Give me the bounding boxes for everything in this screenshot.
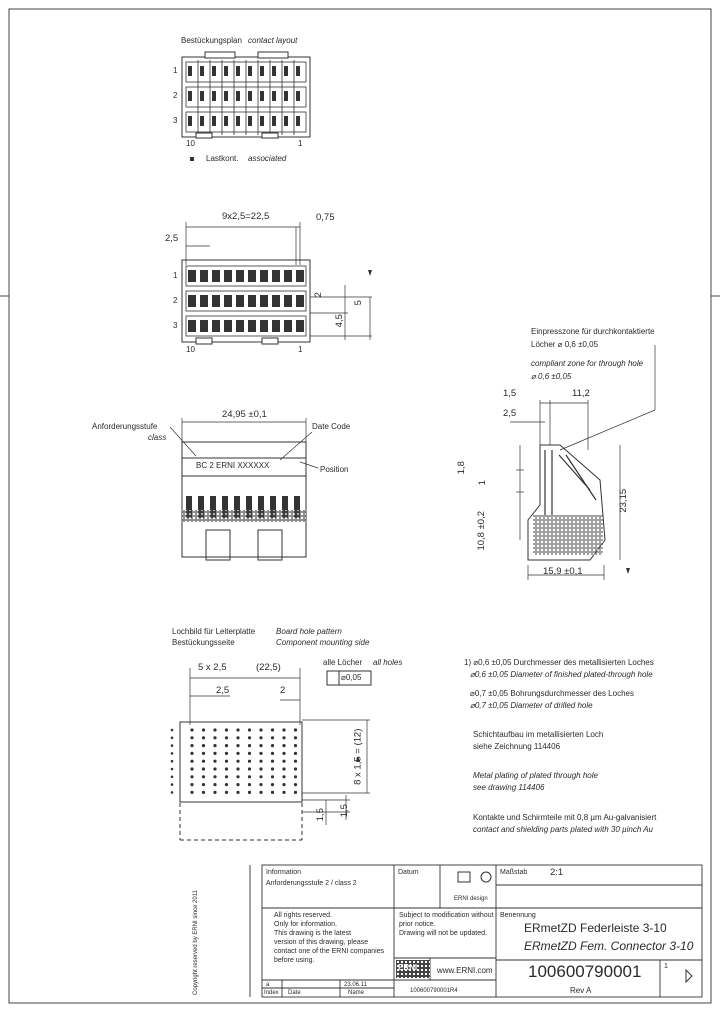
pcb-hole-load [171, 744, 174, 747]
masstab-label: Maßstab [500, 869, 528, 876]
pcb-hole [202, 736, 205, 739]
note4-en: contact and shielding parts plated with 30 µinch Au [473, 825, 653, 834]
pcb-hole [248, 791, 251, 794]
datum-label: Datum [398, 869, 419, 876]
layout-title-de: Bestückungsplan [181, 36, 242, 45]
dim-5x: 5 x 2,5 [198, 662, 227, 673]
side-dim-112: 11,2 [572, 388, 590, 399]
pcb-hole [282, 767, 285, 770]
pattern-title-de: Lochbild für Leiterplatte [172, 627, 256, 636]
pcb-hole [236, 783, 239, 786]
pcb-hole [202, 744, 205, 747]
note4-de: Kontakte und Schirmteile mit 0,8 µm Au-galvanisiert [473, 813, 657, 822]
pcb-hole [236, 760, 239, 763]
note2-de: ⌀0,7 ±0,05 Bohrungsdurchmesser des Loches [470, 689, 634, 698]
name-en: ERmetZD Fem. Connector 3-10 [524, 939, 694, 953]
class-de: Anforderungsstufe [92, 422, 158, 431]
pcb-hole [225, 752, 228, 755]
front-row-2: 2 [173, 296, 178, 305]
pcb-hole [282, 783, 285, 786]
pcb-hole [190, 736, 193, 739]
pattern-title-en2: Component mounting side [276, 638, 370, 647]
pcb-hole [236, 791, 239, 794]
note3-en: Metal plating of plated through hole [473, 771, 598, 780]
pcb-hole [190, 783, 193, 786]
subject-1: Subject to modification without [399, 912, 494, 919]
pcb-hole [213, 775, 216, 778]
front-col-right: 1 [298, 345, 303, 354]
class-en: class [148, 433, 167, 442]
pcb-hole [236, 736, 239, 739]
pcb-hole [271, 775, 274, 778]
pcb-hole [225, 744, 228, 747]
row-label-3: 3 [173, 116, 178, 125]
pcb-hole-load [171, 776, 174, 779]
pcb-hole [248, 728, 251, 731]
pcb-hole [271, 752, 274, 755]
pcb-hole [202, 767, 205, 770]
index-value: a [266, 982, 270, 988]
pcb-hole [294, 783, 297, 786]
pcb-hole [225, 783, 228, 786]
note1-de: 1) ⌀0,6 ±0,05 Durchmesser des metallisierten Loches [464, 658, 654, 667]
front-row-3: 3 [173, 321, 178, 330]
index-label: Index [264, 990, 279, 996]
position: Position [320, 465, 349, 474]
note1-en: ⌀0,6 ±0,05 Diameter of finished plated-through hole [470, 670, 653, 679]
side-dim-2315: 23,15 [618, 488, 630, 513]
note-de2: Löcher ⌀ 0,6 ±0,05 [531, 340, 599, 349]
rights-6: before using. [274, 957, 315, 964]
side-dim-108: 10,8 ±0,2 [476, 510, 488, 551]
pcb-hole [282, 752, 285, 755]
pat-dim-25: 2,5 [216, 685, 230, 696]
pcb-hole [259, 760, 262, 763]
rights-4: version of this drawing, please [274, 939, 369, 946]
alle-en: all holes [373, 658, 403, 667]
info-line: Anforderungsstufe 2 / class 2 [266, 880, 357, 887]
ce-icon [458, 872, 470, 882]
pcb-hole [259, 752, 262, 755]
scale: 2:1 [550, 867, 564, 878]
pcb-hole [213, 744, 216, 747]
pcb-hole [202, 775, 205, 778]
pcb-hole [271, 791, 274, 794]
pcb-hole [259, 744, 262, 747]
revision: Rev A [570, 986, 592, 995]
col-label-right: 1 [298, 139, 303, 148]
tolerance: ⌀0,05 [341, 673, 362, 682]
pcb-hole [236, 744, 239, 747]
subject-2: prior notice. [399, 921, 436, 928]
dim-225: (22,5) [256, 662, 281, 673]
pcb-hole [271, 760, 274, 763]
name-label: Name [348, 990, 365, 996]
date-value: 23.06.11 [344, 982, 367, 988]
subject-3: Drawing will not be updated. [399, 930, 487, 937]
rights-2: Only for information. [274, 921, 338, 928]
website: www.ERNI.com [437, 966, 493, 975]
pcb-hole [202, 752, 205, 755]
sheet-number: 1 [664, 963, 668, 970]
side-note: Copyright reserved by ERNI since 2011 [193, 890, 199, 995]
rights-1: All rights reserved. [274, 912, 332, 919]
side-dim-159: 15,9 ±0,1 [543, 566, 583, 577]
pcb-hole [190, 775, 193, 778]
dim-8x: 8 x 1,5 = (12) [352, 728, 364, 785]
front-row-1: 1 [173, 271, 178, 280]
pcb-hole [213, 736, 216, 739]
pcb-hole [259, 736, 262, 739]
pcb-hole [248, 783, 251, 786]
pcb-hole [259, 775, 262, 778]
note3-de2: siehe Zeichnung 114406 [473, 742, 561, 751]
marking: BC 2 ERNI XXXXXX [196, 461, 270, 470]
pcb-hole [213, 767, 216, 770]
note-de: Einpresszone für durchkontaktierte [531, 327, 655, 336]
pcb-hole [259, 791, 262, 794]
approval-icon [481, 872, 491, 882]
pcb-hole [225, 775, 228, 778]
pcb-hole [294, 760, 297, 763]
pcb-hole [248, 760, 251, 763]
pcb-hole [294, 736, 297, 739]
pcb-hole [282, 736, 285, 739]
dim-2: 2 [312, 292, 324, 298]
pcb-hole [190, 752, 193, 755]
pcb-hole [271, 783, 274, 786]
pcb-hole [236, 767, 239, 770]
side-dim-15: 1,5 [503, 388, 517, 399]
pcb-hole [225, 760, 228, 763]
legend-de: Lastkont. [206, 154, 239, 163]
date-label: Date [288, 990, 301, 996]
approved-label: ERNI design [454, 896, 488, 902]
side-dim-25: 2,5 [503, 408, 517, 419]
row-label-1: 1 [173, 66, 178, 75]
pcb-hole [213, 783, 216, 786]
pcb-hole [271, 744, 274, 747]
name-de: ERmetZD Federleiste 3-10 [524, 921, 667, 935]
pcb-hole [271, 736, 274, 739]
pcb-hole [282, 760, 285, 763]
pcb-hole-load [171, 768, 174, 771]
note2-en: ⌀0,7 ±0,05 Diameter of drilled hole [470, 701, 593, 710]
pcb-hole [282, 744, 285, 747]
pcb-hole [259, 728, 262, 731]
pcb-hole [259, 767, 262, 770]
pcb-hole [294, 791, 297, 794]
pcb-hole [225, 791, 228, 794]
pcb-hole [190, 791, 193, 794]
pcb-hole [294, 767, 297, 770]
dim-5: 5 [352, 300, 364, 306]
pcb-hole [190, 728, 193, 731]
pcb-hole [294, 744, 297, 747]
pcb-hole [271, 728, 274, 731]
pcb-hole [282, 791, 285, 794]
note3-en2: see drawing 114406 [473, 783, 545, 792]
pcb-hole [248, 736, 251, 739]
pcb-hole [190, 744, 193, 747]
col-label-left: 10 [186, 139, 195, 148]
note3-de: Schichtaufbau im metallisierten Loch [473, 730, 604, 739]
row-label-2: 2 [173, 91, 178, 100]
pattern-title-en: Board hole pattern [276, 627, 342, 636]
pcb-hole-load [171, 752, 174, 755]
alle-de: alle Löcher [323, 658, 363, 667]
pcb-hole [248, 767, 251, 770]
layout-title-en: contact layout [248, 36, 298, 45]
pcb-hole [213, 791, 216, 794]
pcb-hole [190, 767, 193, 770]
pcb-hole [271, 767, 274, 770]
part-number: 100600790001 [528, 962, 642, 981]
rights-5: contact one of the ERNI companies [274, 948, 385, 955]
pcb-hole [294, 775, 297, 778]
pcb-hole [282, 728, 285, 731]
dim-width: 24,95 ±0,1 [222, 409, 267, 420]
pcb-hole [225, 736, 228, 739]
pcb-hole [202, 760, 205, 763]
pcb-hole [202, 728, 205, 731]
pattern-title-de2: Bestückungsseite [172, 638, 235, 647]
legend-en: associated [248, 154, 287, 163]
side-dim-18: 1,8 [455, 461, 467, 475]
pcb-hole [236, 728, 239, 731]
pcb-hole-load [171, 760, 174, 763]
benennung-label: Benennung [500, 912, 536, 919]
pcb-hole [248, 775, 251, 778]
pcb-hole [294, 728, 297, 731]
pcb-hole [259, 783, 262, 786]
pcb-hole [213, 752, 216, 755]
pcb-hole-load [171, 729, 174, 732]
rights-3: This drawing is the latest [274, 930, 352, 937]
pcb-hole [294, 752, 297, 755]
pcb-hole-load [171, 791, 174, 794]
dim-075: 0,75 [316, 212, 335, 223]
pcb-hole [282, 775, 285, 778]
date-code: Date Code [312, 422, 351, 431]
logo-text: ERNI [398, 963, 418, 972]
pcb-hole [225, 728, 228, 731]
front-col-left: 10 [186, 345, 195, 354]
pcb-hole [225, 767, 228, 770]
pat-dim-15a: 1,5 [314, 808, 326, 822]
projection-icon [686, 970, 692, 982]
pat-dim-2: 2 [280, 685, 286, 696]
drawing-number: 100600790001R4 [410, 988, 458, 994]
pcb-hole-load [171, 737, 174, 740]
pcb-hole-load [171, 783, 174, 786]
connector-top-view [170, 418, 318, 560]
info-label: Information [266, 869, 302, 876]
dim-45: 4,5 [333, 314, 345, 328]
pcb-hole [236, 752, 239, 755]
pcb-hole [248, 752, 251, 755]
pcb-hole [213, 728, 216, 731]
note-en2: ⌀ 0,6 ±0,05 [531, 372, 572, 381]
pcb-hole [202, 783, 205, 786]
note-en: compliant zone for through hole [531, 359, 644, 368]
side-dim-1: 1 [476, 480, 488, 486]
pcb-hole [236, 775, 239, 778]
pat-dim-15b: 1,5 [338, 804, 350, 818]
pcb-hole [190, 760, 193, 763]
dim-25: 2,5 [165, 233, 179, 244]
pcb-hole [213, 760, 216, 763]
pcb-hole [248, 744, 251, 747]
contact-layout-grid [182, 52, 310, 161]
dim-pitch: 9x2,5=22,5 [222, 211, 270, 222]
pcb-hole [202, 791, 205, 794]
